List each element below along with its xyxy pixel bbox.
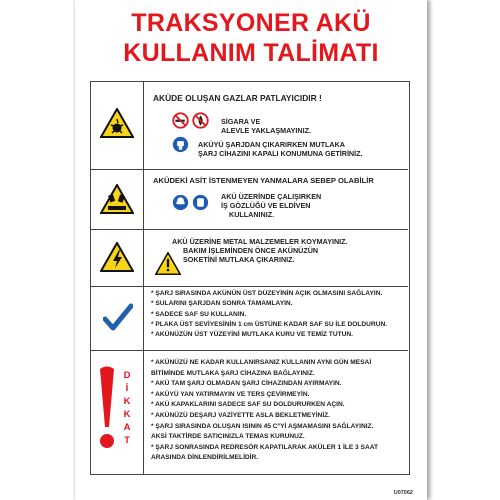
section-text-line: AKÜ ÜZERİNE METAL MALZEMELER KOYMAYINIZ. [172,237,348,246]
list-item: * PLAKA ÜST SEVİYESİNİN 1 cm ÜSTÜNE KADAR SAF SU İLE DOLDURUN. [151,320,388,328]
list-item: * AKÜ TAM ŞARJ OLMADAN ŞARJ CİHAZINDAN AYIRMAYIN. [151,380,342,388]
list-item: BİTİMİNDE MUTLAKA ŞARJ CİHAZINA BAĞLAYINIZ. [151,369,315,377]
section-attention [91,351,408,474]
list-item: * SADECE SAF SU KULLANIN. [151,310,247,318]
product-code: U07062 [393,490,413,496]
exclamation-icon [97,365,117,455]
section-acid [91,170,408,230]
attention-list [151,358,378,464]
list-item: * AKÜ KAPAKLARINI SADECE SAF SU DOLDURURKEN AÇIN. [151,401,345,409]
vertical-letter: K [123,409,131,420]
corrosive-warning-icon [100,184,134,214]
vertical-letter: K [123,396,131,407]
section-text-line: AKÜYÜ ŞARJDAN ÇIKARIRKEN MUTLAKA [198,140,345,149]
list-item: * SULARINI ŞARJDAN SONRA TAMAMLAYIN. [151,300,293,308]
section-text-line: KULLANINIZ. [229,210,275,219]
checkmark-icon [103,303,133,333]
attention-vertical-word [121,369,133,447]
sign-title-line2: KULLANIM TALİMATI [123,39,379,67]
section-text-line: SOKETİNİ MUTLAKA ÇIKARINIZ. [183,255,295,264]
list-item: * ŞARJ SIRASINDA AKÜNÜN ÜST DÜZEYİNİN AÇIK OLMASINI SAĞLAYIN. [151,290,383,297]
section-heading: AKÜDEKİ ASİT İSTENMEYEN YANMALARA SEBEP OLABİLİR [153,176,374,185]
no-smoking-icon [172,112,189,129]
vertical-letter: A [123,422,131,433]
section-text-line: ŞARJ CİHAZINI KAPALI KONUMUNA GETİRİNİZ. [198,149,363,158]
section-text-line: AKÜ ÜZERİNDE ÇALIŞIRKEN [221,192,322,201]
vertical-letter: D [123,370,131,381]
section-text-line: BAKIM İŞLEMİNDEN ÖNCE AKÜNÜZÜN [183,246,319,255]
section-maintenance [91,287,408,351]
instruction-sign [75,0,427,500]
list-item: * AKÜYÜ YAN YATIRMAYIN VE TERS ÇEVİRMEYİN. [151,390,310,398]
list-item: * AKÜNÜZÜ DEŞARJ VAZİYETTE ASLA BEKLETMEYİNİZ. [151,411,331,419]
section-icon-cell [91,82,144,169]
section-text-line: ALEVLE YAKLAŞMAYINIZ. [221,126,311,135]
section-explosive [91,82,408,170]
list-item: * ŞARJ SIRASINDA OLUŞAN ISININ 45 C°Yİ AŞMAMASINI SAĞLAYINIZ. [151,422,374,430]
instruction-panel [90,81,410,475]
maintenance-list [151,289,387,340]
sign-title-line1: TRAKSYONER AKÜ [131,9,371,37]
no-open-flame-icon [192,112,209,129]
section-text-line: SİGARA VE [221,117,261,126]
vertical-letter: T [124,435,130,446]
section-heading: AKÜDE OLUŞAN GAZLAR PATLAYICIDIR ! [153,93,322,103]
explosive-warning-icon [100,108,134,138]
electrical-hazard-icon [100,242,134,272]
list-item: * ŞARJ SONRASINDA REDRESÖR KAPATILARAK AKÜLER 1 İLE 3 SAAT [151,443,379,451]
section-icon-cell [91,351,144,474]
list-item: ARASINDA DİNLENDİRİLMELİDİR. [151,454,259,462]
list-item: AKSİ TAKTİRDE SATICINIZLA TEMAS KURUNUZ. [151,433,305,441]
section-icon-cell [91,230,144,286]
safety-goggles-icon [172,194,189,211]
section-icon-cell [91,170,144,229]
vertical-letter: İ [125,383,129,394]
list-item: * AKÜNÜZÜ NE KADAR KULLANIRSANIZ KULLANIN AYNI GÜN MESAİ [151,359,372,366]
unplug-charger-icon [172,136,189,153]
general-warning-icon [155,252,181,275]
list-item: * AKÜNÜZÜN ÜST YÜZEYİNİ MUTLAKA KURU VE TEMİZ TUTUN. [151,331,353,339]
section-icon-cell [91,287,144,350]
section-text-line: İŞ GÖZLÜĞÜ VE ELDİVEN [221,201,311,210]
section-electrical [91,230,408,287]
safety-gloves-icon [192,194,209,211]
